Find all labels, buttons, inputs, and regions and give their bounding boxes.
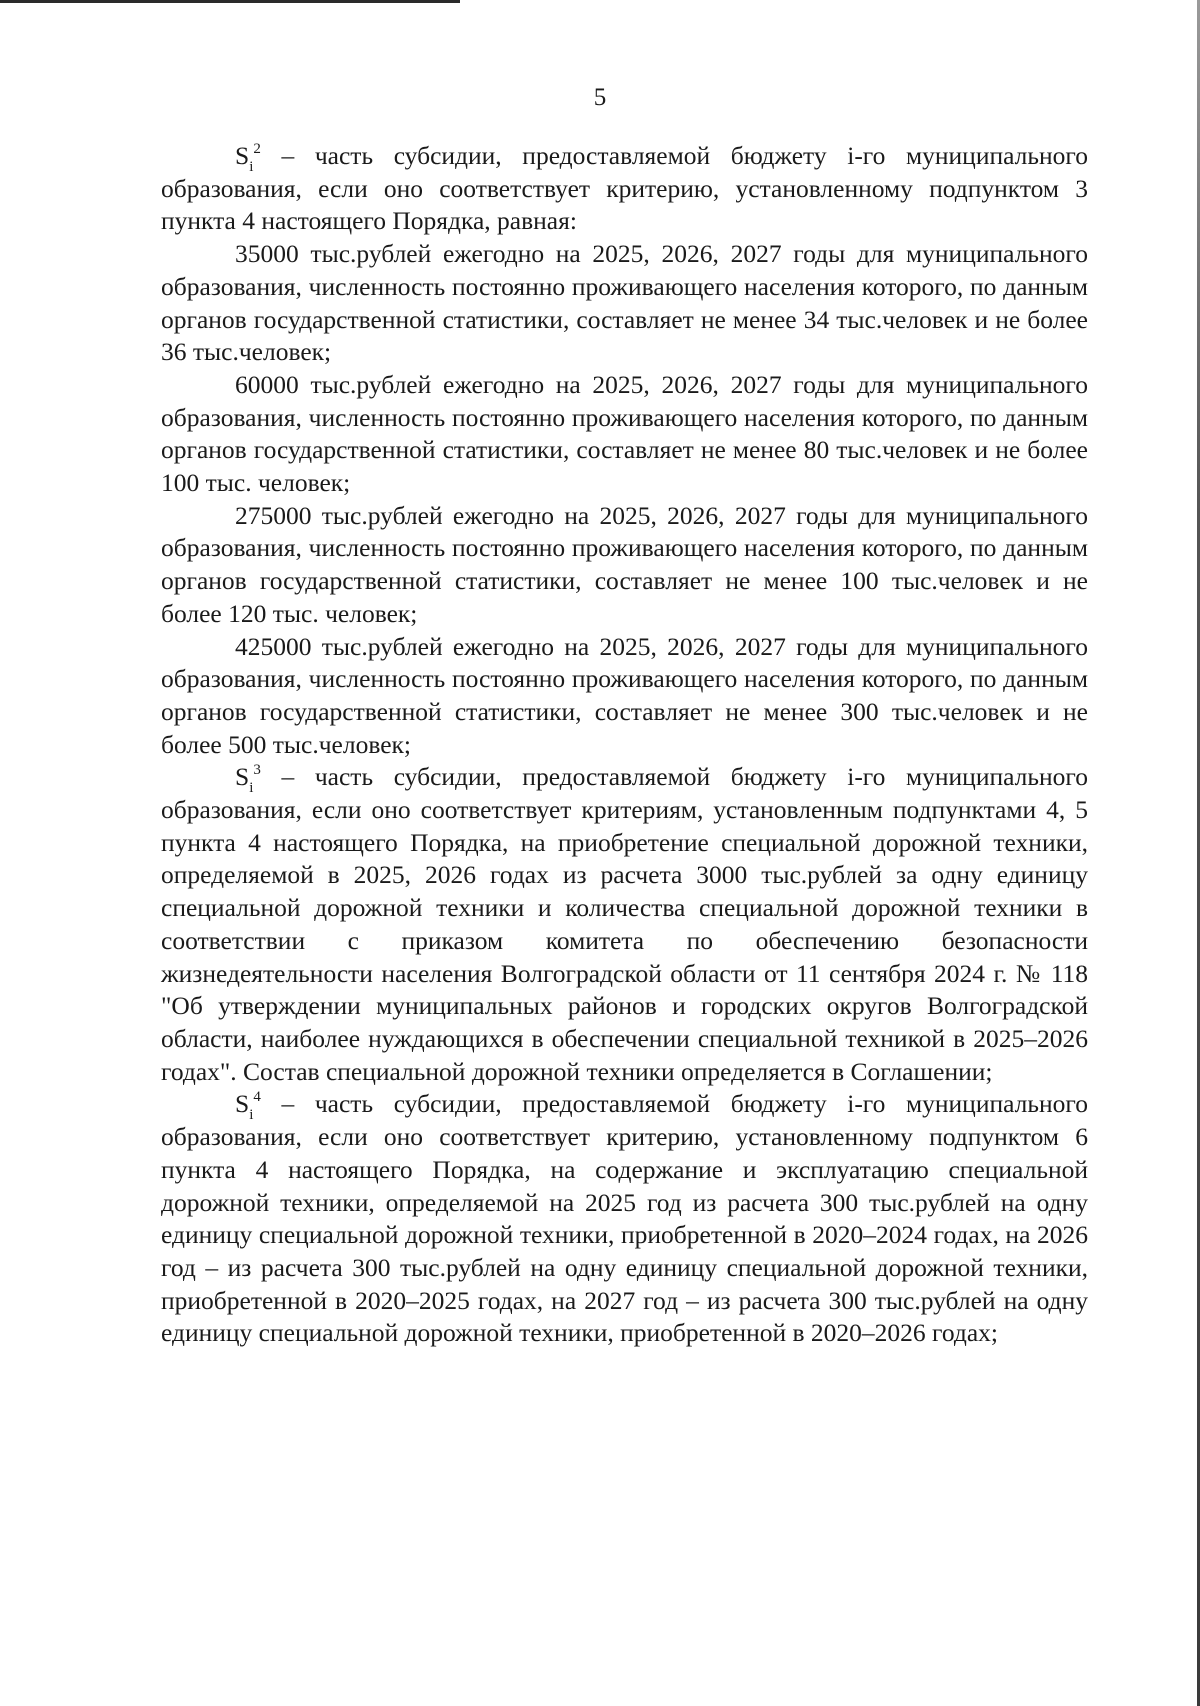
- symbol-subscript: i: [249, 159, 254, 176]
- formula-symbol-s4: [235, 1088, 261, 1124]
- document-body: [161, 140, 1088, 1350]
- paragraph-s3: [161, 761, 1088, 1088]
- symbol-superscript: 3: [253, 761, 261, 778]
- formula-symbol-s3: [235, 761, 261, 797]
- paragraph-text: – часть субсидии, предоставляемой бюджету i-го муниципального образования, если оно соответствует критерию, установленному подпунктом 6 пункта 4 настоящего Порядка, на содержание и эксплуатацию специальной дорожной техники, определяемой на 2025 год из расчета 300 тыс.рублей на одну единицу специальной дорожной техники, приобретенной в 2020–2024 годах, на 2026 год – из расчета 300 тыс.рублей на одну единицу специальной дорожной техники, приобретенной в 2020–2025 годах, на 2027 год – из расчета 300 тыс.рублей на одну единицу специальной дорожной техники, приобретенной в 2020–2026 годах;: [161, 1089, 1088, 1348]
- paragraph-text: – часть субсидии, предоставляемой бюджету i-го муниципального образования, если оно соответствует критериям, установленным подпунктами 4, 5 пункта 4 настоящего Порядка, на приобретение специальной дорожной техники, определяемой в 2025, 2026 годах из расчета 3000 тыс.рублей за одну единицу специальной дорожной техники и количества специальной дорожной техники в соответствии с приказом комитета по обеспечению безопасности жизнедеятельности населения Волгоградской области от 11 сентября 2024 г. № 118 "Об утверждении муниципальных районов и городских округов Волгоградской области, наиболее нуждающихся в обеспечении специальной техникой в 2025–2026 годах". Состав специальной дорожной техники определяется в Соглашении;: [161, 762, 1088, 1086]
- formula-symbol-s2: [235, 140, 261, 176]
- symbol-superscript: 4: [253, 1088, 261, 1105]
- page-number: 5: [593, 84, 607, 111]
- symbol-subscript: i: [249, 780, 254, 797]
- paragraph-425000: 425000 тыс.рублей ежегодно на 2025, 2026, 2027 годы для муниципального образования, численность постоянно проживающего населения которого, по данным органов государственной статистики, составляет не менее 300 тыс.человек и не более 500 тыс.человек;: [161, 631, 1088, 759]
- paragraph-text: – часть субсидии, предоставляемой бюджету i-го муниципального образования, если оно соответствует критерию, установленному подпунктом 3 пункта 4 настоящего Порядка, равная:: [161, 141, 1088, 236]
- symbol-letter: S: [235, 762, 250, 792]
- paragraph-s4: [161, 1088, 1088, 1350]
- symbol-letter: S: [235, 1089, 250, 1119]
- symbol-letter: S: [235, 141, 250, 170]
- symbol-superscript: 2: [253, 140, 261, 157]
- paragraph-s2: [161, 140, 1088, 238]
- scan-artifact-top-line: [0, 0, 460, 3]
- paragraph-275000: 275000 тыс.рублей ежегодно на 2025, 2026, 2027 годы для муниципального образования, численность постоянно проживающего населения которого, по данным органов государственной статистики, составляет не менее 100 тыс.человек и не более 120 тыс. человек;: [161, 500, 1088, 628]
- paragraph-35000: 35000 тыс.рублей ежегодно на 2025, 2026, 2027 годы для муниципального образования, численность постоянно проживающего населения которого, по данным органов государственной статистики, составляет не менее 34 тыс.человек и не более 36 тыс.человек;: [161, 239, 1088, 367]
- paragraph-60000: 60000 тыс.рублей ежегодно на 2025, 2026, 2027 годы для муниципального образования, численность постоянно проживающего населения которого, по данным органов государственной статистики, составляет не менее 80 тыс.человек и не более 100 тыс. человек;: [161, 369, 1088, 498]
- symbol-subscript: i: [249, 1107, 254, 1124]
